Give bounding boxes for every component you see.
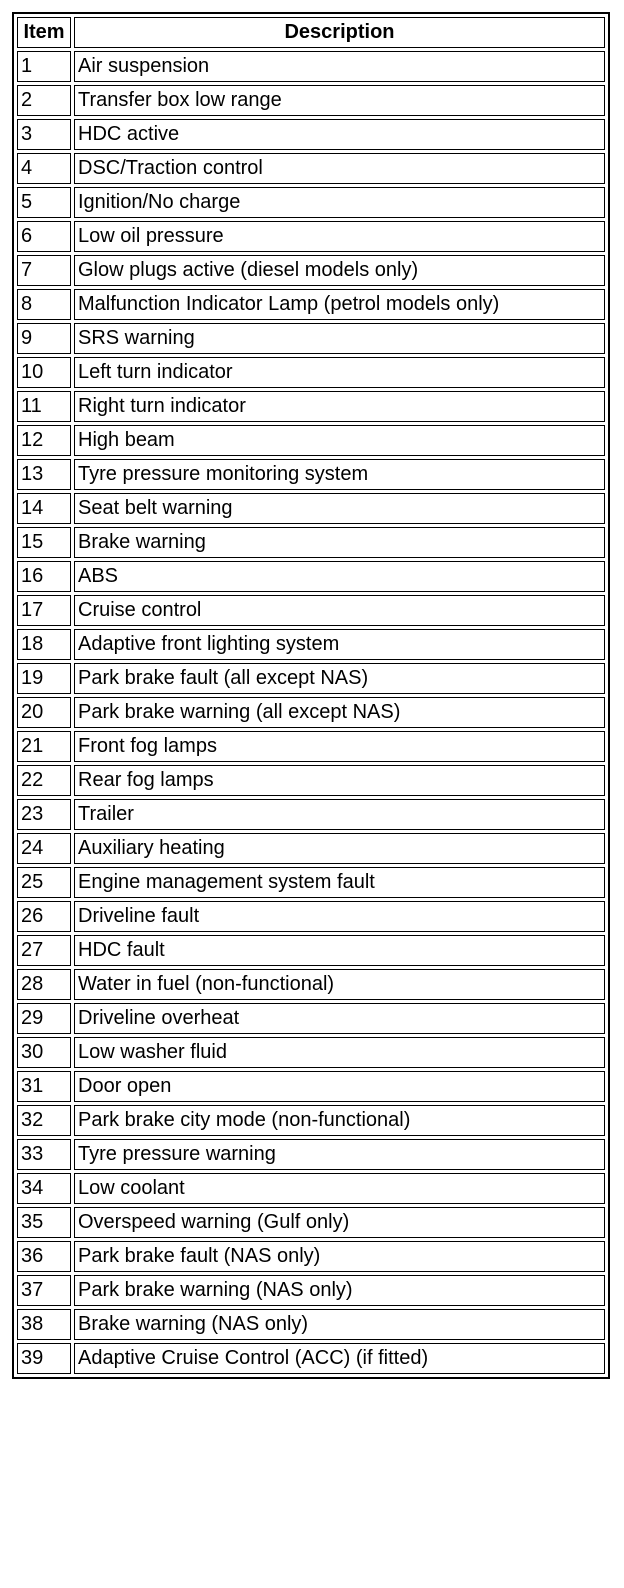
item-number-cell: 25	[17, 867, 71, 898]
item-number-cell: 26	[17, 901, 71, 932]
table-row	[17, 969, 605, 1000]
table-row	[17, 527, 605, 558]
item-description-cell: Transfer box low range	[74, 85, 605, 116]
table-row	[17, 595, 605, 626]
header-row	[17, 17, 605, 48]
table-row	[17, 51, 605, 82]
item-number-cell: 37	[17, 1275, 71, 1306]
table-row	[17, 425, 605, 456]
item-description-cell: DSC/Traction control	[74, 153, 605, 184]
item-number-cell: 5	[17, 187, 71, 218]
table-row	[17, 731, 605, 762]
item-description-cell: Low washer fluid	[74, 1037, 605, 1068]
item-number-cell: 32	[17, 1105, 71, 1136]
item-description-cell: Low oil pressure	[74, 221, 605, 252]
item-description-cell: Left turn indicator	[74, 357, 605, 388]
item-description-cell: Seat belt warning	[74, 493, 605, 524]
item-description-cell: SRS warning	[74, 323, 605, 354]
item-number-cell: 8	[17, 289, 71, 320]
item-number-cell: 1	[17, 51, 71, 82]
table-row	[17, 663, 605, 694]
item-number-cell: 27	[17, 935, 71, 966]
table-row	[17, 323, 605, 354]
table-row	[17, 391, 605, 422]
item-description-cell: Air suspension	[74, 51, 605, 82]
item-description-cell: ABS	[74, 561, 605, 592]
item-number-cell: 4	[17, 153, 71, 184]
item-number-cell: 2	[17, 85, 71, 116]
item-number-cell: 33	[17, 1139, 71, 1170]
item-number-cell: 14	[17, 493, 71, 524]
item-number-cell: 16	[17, 561, 71, 592]
item-description-cell: HDC fault	[74, 935, 605, 966]
table-row	[17, 833, 605, 864]
item-number-cell: 20	[17, 697, 71, 728]
item-number-cell: 35	[17, 1207, 71, 1238]
table-row	[17, 765, 605, 796]
table-row	[17, 629, 605, 660]
table-row	[17, 187, 605, 218]
item-description-cell: Trailer	[74, 799, 605, 830]
table-row	[17, 1309, 605, 1340]
item-description-cell: Ignition/No charge	[74, 187, 605, 218]
item-number-cell: 9	[17, 323, 71, 354]
table-row	[17, 1343, 605, 1374]
table-row	[17, 119, 605, 150]
description-column-header: Description	[74, 17, 605, 48]
table-row	[17, 289, 605, 320]
table-row	[17, 1037, 605, 1068]
item-description-cell: Adaptive Cruise Control (ACC) (if fitted)	[74, 1343, 605, 1374]
item-number-cell: 21	[17, 731, 71, 762]
item-number-cell: 11	[17, 391, 71, 422]
item-description-cell: Brake warning (NAS only)	[74, 1309, 605, 1340]
item-description-cell: Driveline fault	[74, 901, 605, 932]
item-description-cell: Right turn indicator	[74, 391, 605, 422]
item-description-cell: Malfunction Indicator Lamp (petrol models only)	[74, 289, 605, 320]
item-description-cell: Park brake city mode (non-functional)	[74, 1105, 605, 1136]
item-number-cell: 17	[17, 595, 71, 626]
table-row	[17, 867, 605, 898]
table-row	[17, 1275, 605, 1306]
item-number-cell: 30	[17, 1037, 71, 1068]
item-number-cell: 22	[17, 765, 71, 796]
item-description-cell: Overspeed warning (Gulf only)	[74, 1207, 605, 1238]
item-description-cell: HDC active	[74, 119, 605, 150]
item-number-cell: 34	[17, 1173, 71, 1204]
item-description-cell: Brake warning	[74, 527, 605, 558]
legend-table	[12, 12, 610, 1379]
table-row	[17, 697, 605, 728]
table-row	[17, 1071, 605, 1102]
item-description-cell: Tyre pressure warning	[74, 1139, 605, 1170]
item-number-cell: 31	[17, 1071, 71, 1102]
table-row	[17, 1173, 605, 1204]
item-number-cell: 38	[17, 1309, 71, 1340]
table-row	[17, 1139, 605, 1170]
table-row	[17, 153, 605, 184]
table-row	[17, 1003, 605, 1034]
item-number-cell: 24	[17, 833, 71, 864]
item-description-cell: Rear fog lamps	[74, 765, 605, 796]
item-number-cell: 6	[17, 221, 71, 252]
item-number-cell: 23	[17, 799, 71, 830]
item-number-cell: 13	[17, 459, 71, 490]
table-body	[17, 51, 605, 1374]
table-row	[17, 255, 605, 286]
table-row	[17, 85, 605, 116]
table-row	[17, 357, 605, 388]
item-description-cell: Park brake warning (all except NAS)	[74, 697, 605, 728]
item-number-cell: 29	[17, 1003, 71, 1034]
item-column-header: Item	[17, 17, 71, 48]
table-row	[17, 1105, 605, 1136]
table-row	[17, 935, 605, 966]
item-number-cell: 12	[17, 425, 71, 456]
item-number-cell: 39	[17, 1343, 71, 1374]
item-description-cell: Driveline overheat	[74, 1003, 605, 1034]
item-description-cell: Door open	[74, 1071, 605, 1102]
item-description-cell: Water in fuel (non-functional)	[74, 969, 605, 1000]
item-description-cell: Auxiliary heating	[74, 833, 605, 864]
item-description-cell: Front fog lamps	[74, 731, 605, 762]
table-row	[17, 799, 605, 830]
item-description-cell: Glow plugs active (diesel models only)	[74, 255, 605, 286]
table-row	[17, 1241, 605, 1272]
item-description-cell: Engine management system fault	[74, 867, 605, 898]
item-description-cell: Park brake fault (all except NAS)	[74, 663, 605, 694]
item-description-cell: Tyre pressure monitoring system	[74, 459, 605, 490]
item-description-cell: Adaptive front lighting system	[74, 629, 605, 660]
item-number-cell: 28	[17, 969, 71, 1000]
item-number-cell: 10	[17, 357, 71, 388]
table-row	[17, 561, 605, 592]
item-description-cell: Park brake fault (NAS only)	[74, 1241, 605, 1272]
table-row	[17, 493, 605, 524]
table-row	[17, 459, 605, 490]
item-description-cell: Cruise control	[74, 595, 605, 626]
table-row	[17, 901, 605, 932]
item-number-cell: 7	[17, 255, 71, 286]
table-header	[17, 17, 605, 48]
item-number-cell: 18	[17, 629, 71, 660]
item-description-cell: Park brake warning (NAS only)	[74, 1275, 605, 1306]
table-row	[17, 1207, 605, 1238]
item-number-cell: 36	[17, 1241, 71, 1272]
item-number-cell: 19	[17, 663, 71, 694]
item-number-cell: 3	[17, 119, 71, 150]
item-description-cell: High beam	[74, 425, 605, 456]
item-number-cell: 15	[17, 527, 71, 558]
table-row	[17, 221, 605, 252]
item-description-cell: Low coolant	[74, 1173, 605, 1204]
